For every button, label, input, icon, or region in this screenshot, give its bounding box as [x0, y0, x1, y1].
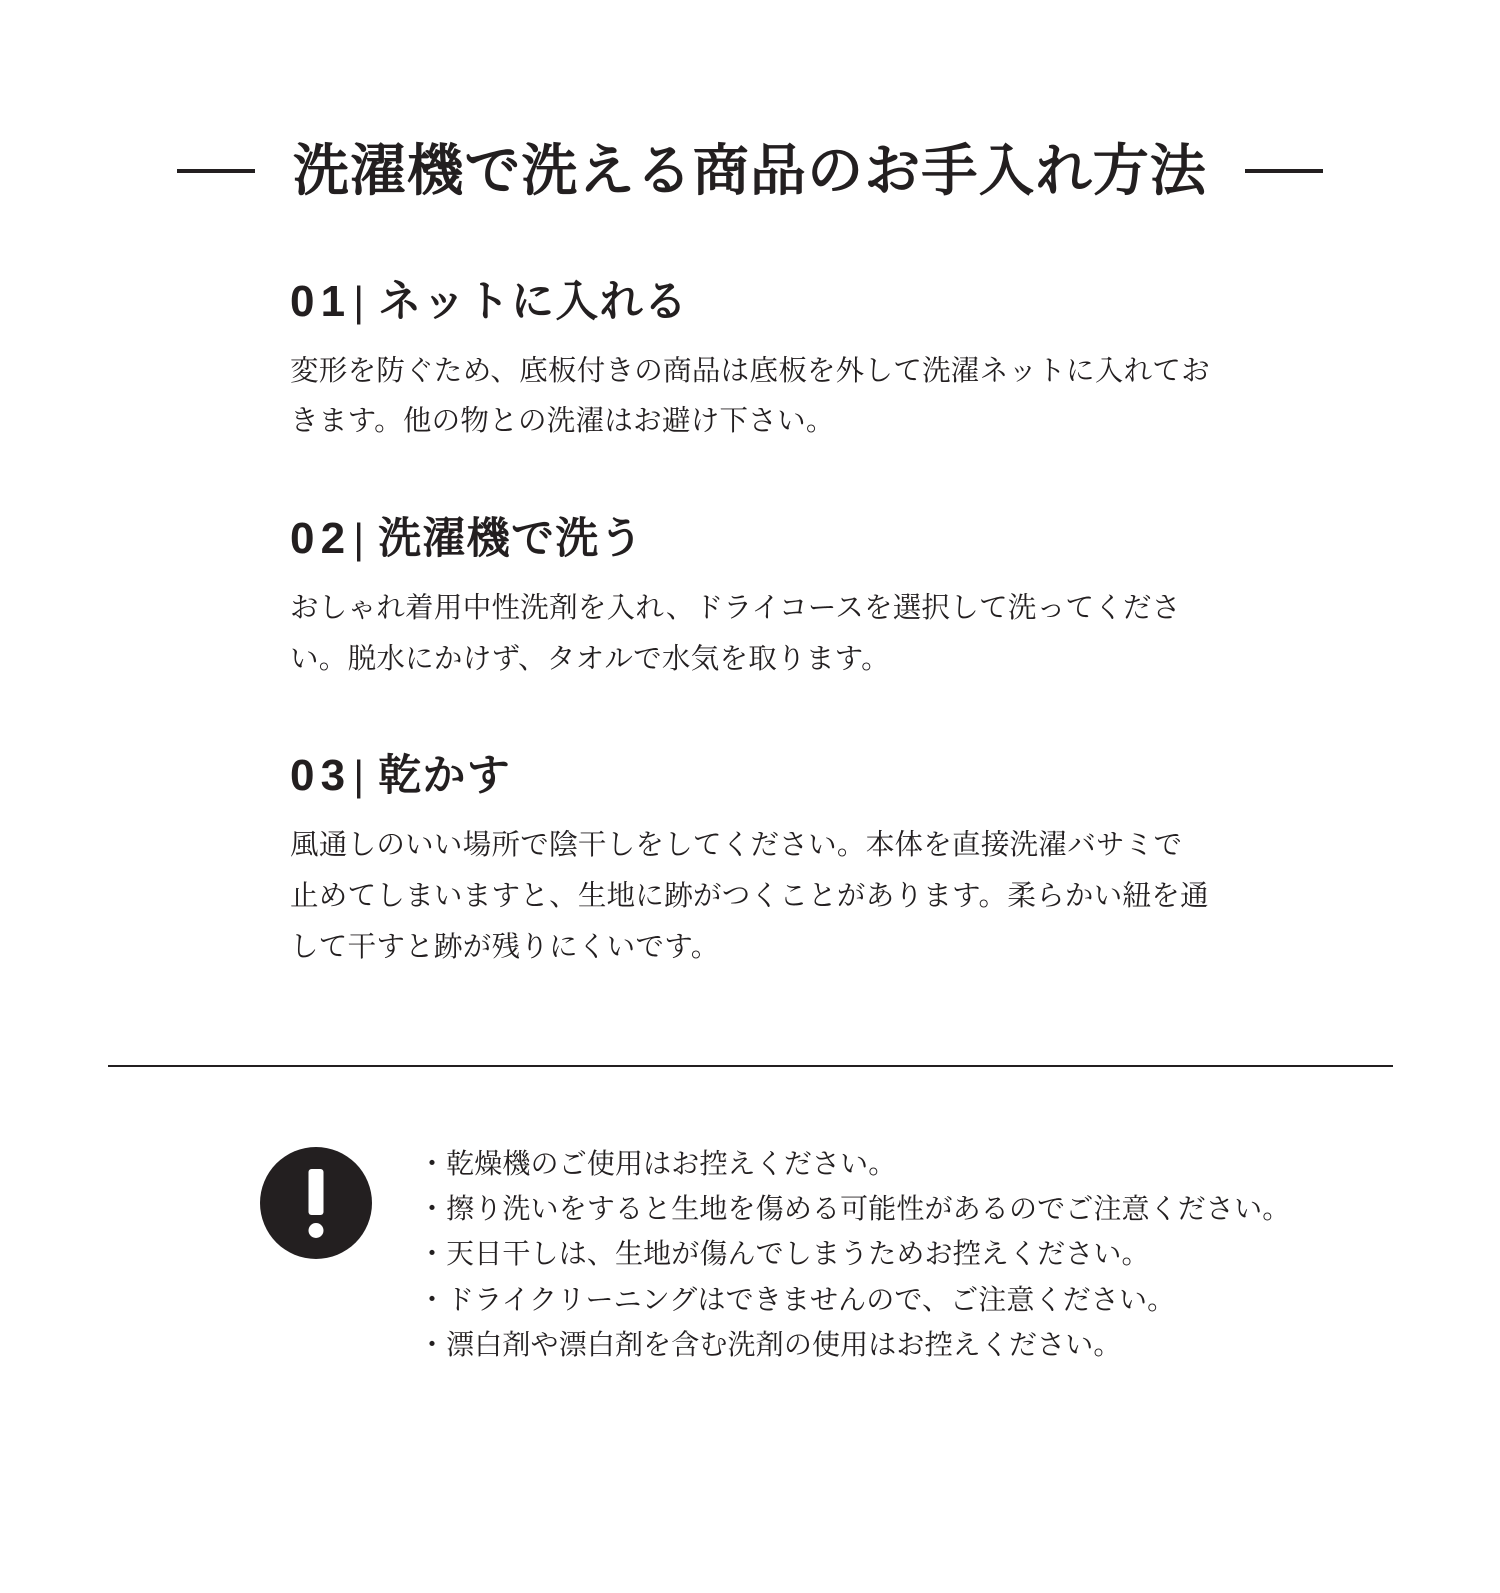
- step-description: おしゃれ着用中性洗剤を入れ、ドライコースを選択して洗ってください。脱水にかけず、タオルで水気を取ります。: [290, 592, 1181, 675]
- step-number: 01: [290, 276, 352, 326]
- notes-list: [418, 1141, 1290, 1368]
- step-title: 洗濯機で洗う: [378, 515, 644, 564]
- step-separator: |: [353, 277, 365, 325]
- notes-section: [170, 1141, 1330, 1368]
- step-number: 02: [290, 514, 352, 564]
- step-description: 変形を防ぐため、底板付きの商品は底板を外して洗濯ネットに入れておきます。他の物との洗濯はお避け下さい。: [290, 354, 1210, 438]
- step-heading: [290, 276, 1210, 326]
- steps-list: [290, 276, 1210, 973]
- step-number: 03: [290, 751, 352, 801]
- step-heading: [290, 751, 1210, 801]
- note-item: ・漂白剤や漂白剤を含む洗剤の使用はお控えください。: [418, 1329, 1122, 1361]
- step-heading: [290, 514, 1210, 564]
- note-item: ・天日干しは、生地が傷んでしまうためお控えください。: [418, 1238, 1150, 1270]
- section-divider: [108, 1065, 1393, 1067]
- header-rule-right-icon: [1245, 169, 1323, 173]
- step-separator: |: [353, 752, 365, 800]
- note-item: ・擦り洗いをすると生地を傷める可能性があるのでご注意ください。: [418, 1192, 1291, 1224]
- step-title: 乾かす: [378, 752, 512, 801]
- note-item: ・ドライクリーニングはできませんので、ご注意ください。: [418, 1283, 1176, 1315]
- exclamation-circle-icon: [260, 1147, 372, 1259]
- step-separator: |: [353, 515, 365, 563]
- page-header: [0, 0, 1500, 202]
- step-item: [290, 276, 1210, 447]
- page-title: 洗濯機で洗える商品のお手入れ方法: [293, 139, 1207, 202]
- note-item: ・乾燥機のご使用はお控えください。: [418, 1147, 897, 1179]
- step-item: [290, 514, 1210, 684]
- step-description: 風通しのいい場所で陰干しをしてください。本体を直接洗濯バサミで止めてしまいますと、生地に跡がつくことがあります。柔らかい紐を通して干すと跡が残りにくいです。: [290, 829, 1209, 963]
- header-rule-left-icon: [177, 169, 255, 173]
- step-item: [290, 751, 1210, 972]
- step-title: ネットに入れる: [378, 277, 689, 326]
